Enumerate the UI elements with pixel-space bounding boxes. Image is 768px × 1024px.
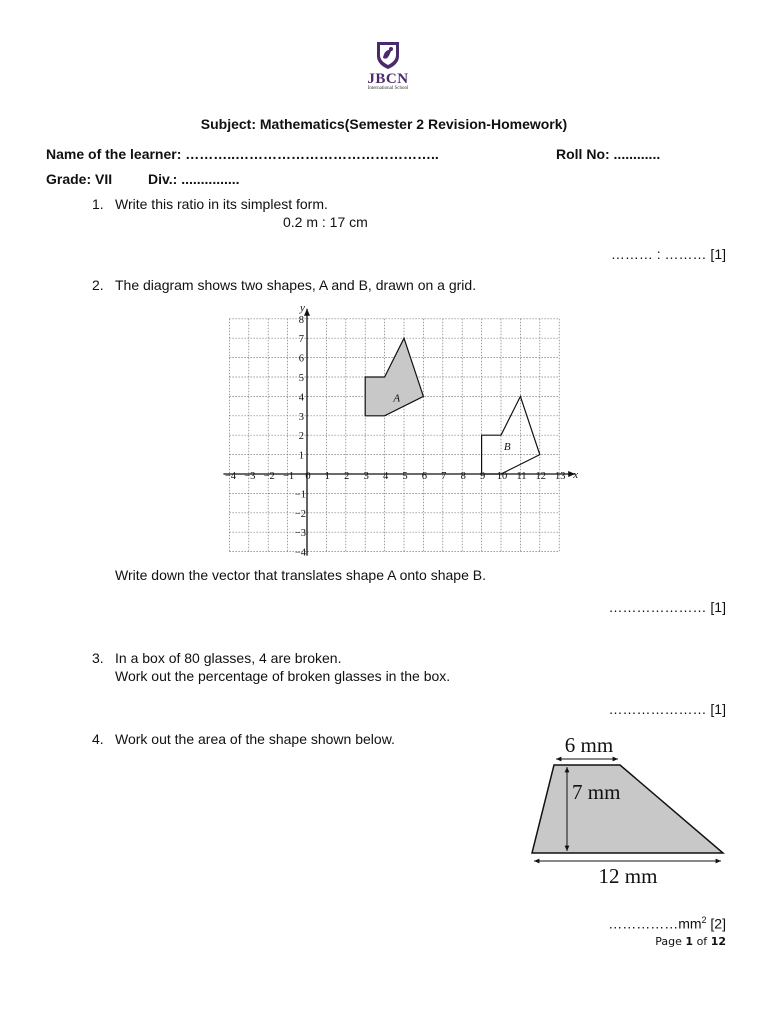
page-of-word: of (696, 935, 708, 948)
question-4-text: Work out the area of the shape shown below. (115, 731, 395, 747)
x-tick-label: 5 (402, 471, 408, 482)
x-tick-label: 12 (535, 471, 547, 482)
trapezium-shape (532, 765, 723, 853)
question-2-answer-line[interactable]: ………………… [1] (608, 599, 726, 615)
answer-dots: ……………mm (608, 915, 702, 932)
x-tick-label: −1 (283, 471, 295, 482)
logo-name: JBCN (367, 71, 409, 87)
x-tick-label: 2 (344, 471, 350, 482)
logo-subtitle: International School (367, 86, 409, 91)
y-tick-label: 7 (298, 334, 304, 346)
x-tick-label: 3 (363, 471, 369, 482)
learner-name-label: Name of the learner: (46, 146, 182, 162)
x-tick-label: 11 (516, 471, 527, 482)
question-1-number: 1. (92, 196, 104, 212)
division-line (148, 171, 240, 187)
x-tick-label: −4 (224, 471, 236, 482)
coordinate-grid-diagram (224, 296, 586, 559)
height-length-label: 7 mm (572, 780, 621, 804)
roll-number-line (556, 146, 660, 162)
question-2-prompt: Write down the vector that translates shape A onto shape B. (115, 567, 486, 583)
bottom-length-label: 12 mm (598, 864, 658, 888)
question-4-number: 4. (92, 731, 104, 747)
y-tick-label: 3 (298, 411, 304, 423)
x-tick-label: 1 (324, 471, 331, 482)
question-3-answer-line[interactable]: ………………… [1] (608, 701, 726, 717)
page-current: 1 (685, 935, 694, 948)
question-1-expression: 0.2 m : 17 cm (283, 214, 368, 230)
question-1-answer-line[interactable]: ……… : ……… [1] (610, 246, 726, 262)
y-tick-label: −4 (294, 547, 306, 559)
x-tick-label: 0 (305, 471, 311, 482)
shape-b-label: B (503, 440, 511, 453)
x-tick-label: 4 (382, 471, 389, 482)
question-1-text: Write this ratio in its simplest form. (115, 196, 328, 212)
x-tick-label: 9 (479, 471, 486, 482)
x-tick-label: −2 (263, 471, 275, 482)
school-logo (358, 40, 418, 102)
squared-superscript: 2 (701, 915, 707, 925)
y-tick-label: 4 (298, 392, 304, 404)
division-field[interactable]: ............... (181, 171, 240, 187)
division-label: Div.: (148, 171, 178, 187)
grade-label: Grade: VII (46, 171, 113, 187)
x-tick-label: −3 (244, 471, 256, 482)
question-3-number: 3. (92, 650, 104, 666)
roll-number-label: Roll No: (556, 146, 610, 162)
subject-title: Subject: Mathematics(Semester 2 Revision-Homework) (200, 116, 568, 132)
top-length-label: 6 mm (564, 733, 614, 757)
learner-name-line (46, 146, 439, 162)
answer-marks: [2] (706, 915, 726, 932)
y-tick-label: 1 (298, 450, 304, 462)
trapezium-diagram (526, 730, 730, 890)
y-tick-label: 2 (298, 431, 304, 443)
y-tick-label: 5 (298, 373, 304, 384)
page-number (655, 935, 726, 948)
shape-a-label: A (393, 392, 401, 405)
y-tick-label: −2 (294, 508, 306, 520)
y-tick-label: −3 (294, 528, 306, 540)
x-tick-label: 8 (460, 471, 466, 482)
roll-number-field[interactable]: ............ (613, 146, 661, 162)
x-tick-label: 13 (554, 471, 566, 482)
x-tick-label: 10 (496, 471, 508, 482)
x-tick-label: 7 (441, 471, 447, 482)
y-axis-arrowhead (304, 309, 310, 316)
page-word: Page (655, 935, 682, 948)
y-axis-label: y (300, 301, 305, 314)
question-4-answer-line[interactable] (608, 915, 726, 932)
page-total: 12 (710, 935, 726, 948)
y-tick-label: 6 (298, 353, 304, 365)
question-3-line-1: In a box of 80 glasses, 4 are broken. (115, 650, 342, 666)
question-2-text: The diagram shows two shapes, A and B, drawn on a grid. (115, 277, 477, 293)
x-axis-label: x (573, 469, 579, 481)
shape-b (482, 396, 540, 474)
question-2-number: 2. (92, 277, 104, 293)
y-tick-label: −1 (294, 489, 306, 501)
shield-icon (375, 40, 401, 70)
y-tick-label: 8 (298, 314, 304, 326)
x-tick-label: 6 (421, 471, 428, 482)
question-3-line-2: Work out the percentage of broken glasses in the box. (115, 668, 451, 684)
learner-name-field[interactable]: ………..…………………………………….. (185, 146, 439, 162)
